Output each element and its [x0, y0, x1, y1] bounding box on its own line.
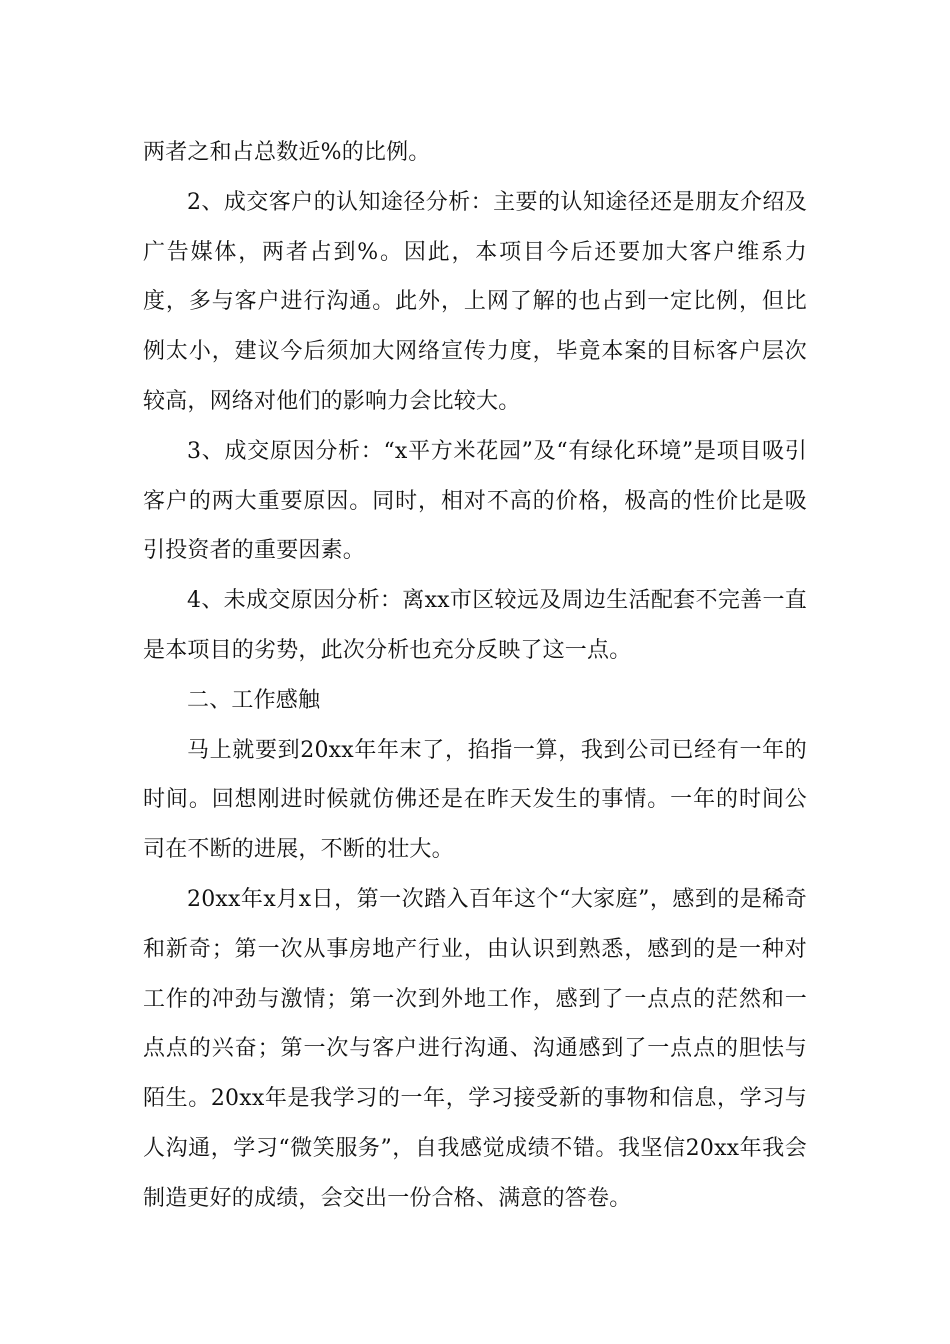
paragraph-continuation: 两者之和占总数近%的比例。	[143, 140, 431, 165]
paragraph-first-experiences: 20xx年x月x日，第一次踏入百年这个“大家庭”，感到的是稀奇和新奇；第一次从事房地产行业，由认识到熟悉，感到的是一种对工作的冲劲与激情；第一次到外地工作，感到了一点点的茫然和一点点的兴奋；第一次与客户进行沟通、沟通感到了一点点的胆怯与陌生。20xx年是我学习的一年，学习接受新的事物和信息，学习与人沟通，学习“微笑服务”，自我感觉成绩不错。我坚信20xx年我会制造更好的成绩，会交出一份合格、满意的答卷。	[143, 886, 807, 1211]
section-heading-work-reflection: 二、工作感触	[187, 687, 321, 713]
paragraph-deal-reason-analysis: 3、成交原因分析：“x平方米花园”及“有绿化环境”是项目吸引客户的两大重要原因。同时，相对不高的价格，极高的性价比是吸引投资者的重要因素。	[143, 438, 807, 564]
paragraph-no-deal-reason-analysis: 4、未成交原因分析：离xx市区较远及周边生活配套不完善一直是本项目的劣势，此次分析也充分反映了这一点。	[143, 588, 807, 663]
paragraph-year-end: 马上就要到20xx年年末了，掐指一算，我到公司已经有一年的时间。回想刚进时候就仿佛还是在昨天发生的事情。一年的时间公司在不断的进展，不断的壮大。	[143, 737, 807, 863]
paragraph-recognition-channel-analysis: 2、成交客户的认知途径分析：主要的认知途径还是朋友介绍及广告媒体，两者占到%。因此，本项目今后还要加大客户维系力度，多与客户进行沟通。此外，上网了解的也占到一定比例，但比例太小，建议今后须加大网络宣传力度，毕竟本案的目标客户层次较高，网络对他们的影响力会比较大。	[143, 189, 807, 414]
document-body	[143, 128, 807, 1224]
